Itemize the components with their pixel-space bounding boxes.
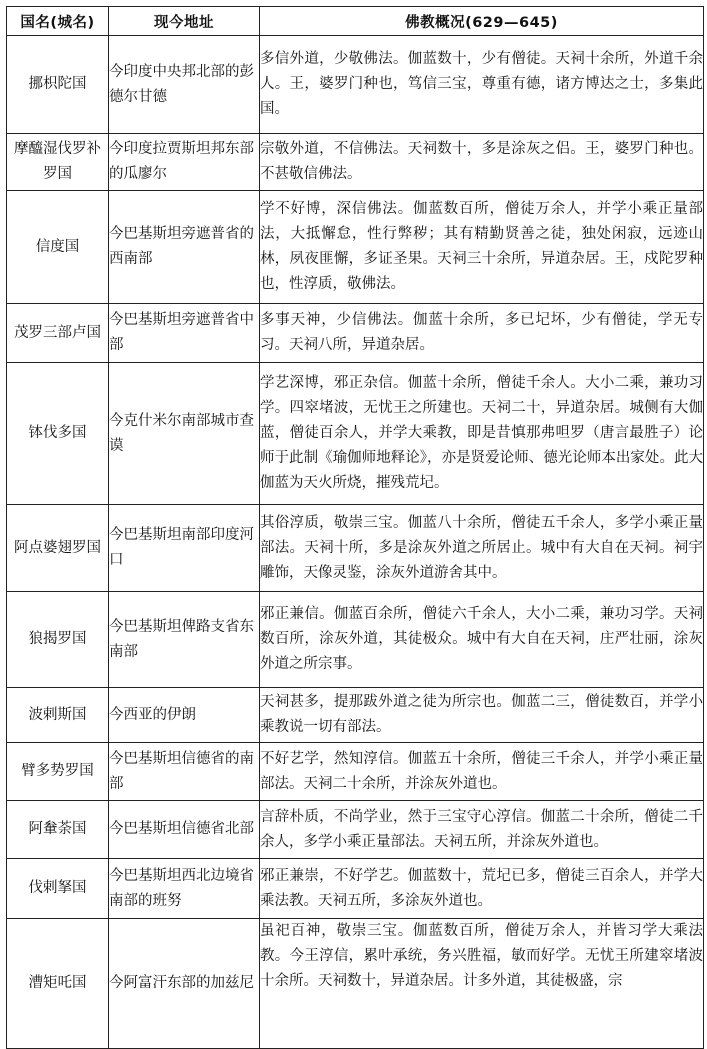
country-name: 摩醯湿伐罗补罗国 [7, 134, 109, 191]
present-location: 今克什米尔南部城市查谟 [109, 363, 260, 505]
table-row [7, 743, 704, 801]
table-row [7, 304, 704, 363]
table-row [7, 505, 704, 592]
country-name: 臂多势罗国 [7, 743, 109, 801]
country-name: 挪枳陀国 [7, 36, 109, 134]
country-name: 阿点婆翅罗国 [7, 505, 109, 592]
table-row [7, 36, 704, 134]
buddhism-overview: 邪正兼崇，不好学艺。伽蓝数十，荒圮已多，僧徒三百余人，并学大乘法教。天祠五所，多涂灰外道也。 [260, 859, 704, 919]
buddhism-overview: 天祠甚多，提那跋外道之徒为所宗也。伽蓝二三，僧徒数百，并学小乘教说一切有部法。 [260, 688, 704, 743]
present-location: 今巴基斯坦旁遮普省中部 [109, 304, 260, 363]
present-location: 今巴基斯坦西北边境省南部的班努 [109, 859, 260, 919]
header-country: 国名(城名) [7, 7, 109, 36]
table-row [7, 191, 704, 304]
table-row [7, 688, 704, 743]
buddhism-overview: 学不好博，深信佛法。伽蓝数百所，僧徒万余人，并学小乘正量部法，大抵懈怠，性行弊秽；其有精勤贤善之徒，独处闲寂，远迹山林，夙夜匪懈，多证圣果。天祠三十余所，异道杂居。王，戍陀罗种也，性淳质，敬佛法。 [260, 191, 704, 304]
buddhism-overview: 学艺深博，邪正杂信。伽蓝十余所，僧徒千余人。大小二乘，兼功习学。四窣堵波，无忧王之所建也。天祠二十，异道杂居。城侧有大伽蓝，僧徒百余人，并学大乘教，即是昔慎那弗呾罗（唐言最胜子）论师于此制《瑜伽师地释论》，亦是贤爱论师、德光论师本出家处。此大伽蓝为天火所烧，摧残荒圮。 [260, 363, 704, 505]
country-name: 漕矩吒国 [7, 919, 109, 1049]
country-name: 钵伐多国 [7, 363, 109, 505]
buddhism-overview-table [6, 6, 704, 1049]
table-row [7, 134, 704, 191]
present-location: 今巴基斯坦南部印度河口 [109, 505, 260, 592]
buddhism-overview: 多信外道，少敬佛法。伽蓝数十，少有僧徒。天祠十余所，外道千余人。王，婆罗门种也，笃信三宝，尊重有德，诸方博达之士，多集此国。 [260, 36, 704, 134]
country-name: 茂罗三部卢国 [7, 304, 109, 363]
country-name: 伐剌拏国 [7, 859, 109, 919]
present-location: 今西亚的伊朗 [109, 688, 260, 743]
table-header-row [7, 7, 704, 36]
buddhism-overview: 多事天神，少信佛法。伽蓝十余所，多已圮坏，少有僧徒，学无专习。天祠八所，异道杂居。 [260, 304, 704, 363]
buddhism-overview: 邪正兼信。伽蓝百余所，僧徒六千余人，大小二乘，兼功习学。天祠数百所，涂灰外道，其徒极众。城中有大自在天祠，庄严壮丽，涂灰外道之所宗事。 [260, 592, 704, 688]
buddhism-overview: 言辞朴质，不尚学业，然于三宝守心淳信。伽蓝二十余所，僧徒二千余人，多学小乘正量部法。天祠五所，并涂灰外道也。 [260, 801, 704, 859]
table-row [7, 801, 704, 859]
table-row [7, 919, 704, 1049]
country-name: 信度国 [7, 191, 109, 304]
table-row [7, 363, 704, 505]
country-name: 阿軬荼国 [7, 801, 109, 859]
table-row [7, 859, 704, 919]
buddhism-overview: 不好艺学，然知淳信。伽蓝五十余所，僧徒三千余人，并学小乘正量部法。天祠二十余所，并涂灰外道也。 [260, 743, 704, 801]
present-location: 今巴基斯坦信德省北部 [109, 801, 260, 859]
header-location: 现今地址 [109, 7, 260, 36]
present-location: 今印度中央邦北部的彭德尔甘德 [109, 36, 260, 134]
present-location: 今印度拉贾斯坦邦东部的瓜廖尔 [109, 134, 260, 191]
present-location: 今阿富汗东部的加兹尼 [109, 919, 260, 1049]
present-location: 今巴基斯坦旁遮普省的西南部 [109, 191, 260, 304]
buddhism-overview: 宗敬外道，不信佛法。天祠数十，多是涂灰之侣。王，婆罗门种也。不甚敬信佛法。 [260, 134, 704, 191]
header-overview: 佛教概况(629—645) [260, 7, 704, 36]
present-location: 今巴基斯坦俾路支省东南部 [109, 592, 260, 688]
country-name: 波剌斯国 [7, 688, 109, 743]
buddhism-overview: 虽祀百神，敬崇三宝。伽蓝数百所，僧徒万余人，并皆习学大乘法教。今王淳信，累叶承统，务兴胜福，敏而好学。无忧王所建窣堵波十余所。天祠数十，异道杂居。计多外道，其徒极盛，宗 [260, 919, 704, 1049]
table-row [7, 592, 704, 688]
country-name: 狼揭罗国 [7, 592, 109, 688]
present-location: 今巴基斯坦信德省的南部 [109, 743, 260, 801]
buddhism-overview: 其俗淳质，敬崇三宝。伽蓝八十余所，僧徒五千余人，多学小乘正量部法。天祠十所，多是涂灰外道之所居止。城中有大自在天祠。祠宇雕饰，天像灵鉴，涂灰外道游舍其中。 [260, 505, 704, 592]
